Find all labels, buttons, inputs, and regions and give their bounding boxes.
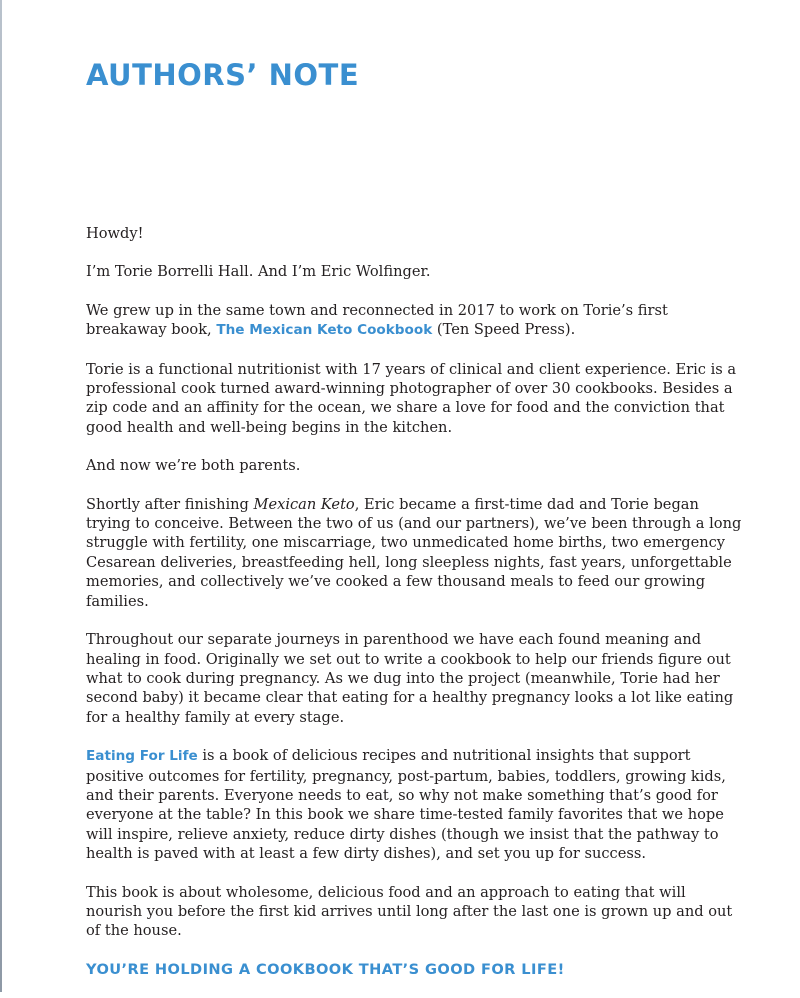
bio-paragraph: Torie is a functional nutritionist with 17 years of clinical and client experience. Eric is a professional cook turned award-winning photographer of over 30 cookbooks. Besides a zip code and an affinity for the ocean, we share a love for food and the conviction that good health and well-being begins in the kitchen. — [86, 360, 737, 436]
book-title-mexican-keto: The Mexican Keto Cookbook — [216, 322, 433, 339]
note-body — [86, 224, 746, 998]
origin-text-end: (Ten Speed Press). — [432, 321, 576, 339]
closing-tagline: YOU’RE HOLDING A COOKBOOK THAT’S GOOD FOR LIFE! — [86, 960, 565, 978]
journey-paragraph — [86, 495, 746, 611]
page-edge — [0, 0, 2, 992]
origin-paragraph — [86, 301, 746, 341]
page-title: AUTHORS’ NOTE — [86, 58, 360, 92]
intro-paragraph: I’m Torie Borrelli Hall. And I’m Eric Wolfinger. — [86, 263, 431, 281]
parenthood-paragraph: Throughout our separate journeys in parenthood we have each found meaning and healing in food. Originally we set out to write a cookbook to help our friends figure out what to cook during pregnancy. As we dug into the project (meanwhile, Torie had her second baby) it became clear that eating for a healthy pregnancy looks a lot like eating for a healthy family at every stage. — [86, 631, 734, 726]
origin-text: We grew up in the same town and reconnected in 2017 to work on Torie’s first breakaway book, — [86, 301, 668, 339]
book-title-eating-for-life: Eating For Life — [86, 748, 198, 765]
book-description-text: is a book of delicious recipes and nutritional insights that support positive outcomes for fertility, pregnancy, post-partum, babies, toddlers, growing kids, and their parents. Everyone needs to eat, so why not make something that’s good for everyone at the table? In this book we share time-tested family favorites that we hope will inspire, relieve anxiety, reduce dirty dishes (though we insist that the pathway to health is paved with at least a few dirty dishes), and set you up for success. — [86, 747, 726, 863]
parents-paragraph: And now we’re both parents. — [86, 457, 301, 475]
book-description-paragraph — [86, 746, 746, 863]
greeting: Howdy! — [86, 225, 144, 242]
mexican-keto-italic: Mexican Keto — [253, 495, 355, 513]
purpose-paragraph: This book is about wholesome, delicious food and an approach to eating that will nourish you before the first kid arrives until long after the last one is grown up and out of the house. — [86, 883, 733, 940]
journey-text: Shortly after finishing — [86, 495, 254, 513]
journey-text-end: , Eric became a first-time dad and Torie began trying to conceive. Between the two of us (and our partners), we’ve been through a long struggle with fertility, one miscarriage, two unmedicated home births, two emergency Cesarean deliveries, breastfeeding hell, long sleepless nights, fast years, unforgettable memories, and collectively we’ve cooked a few thousand meals to feed our growing families. — [86, 495, 742, 610]
